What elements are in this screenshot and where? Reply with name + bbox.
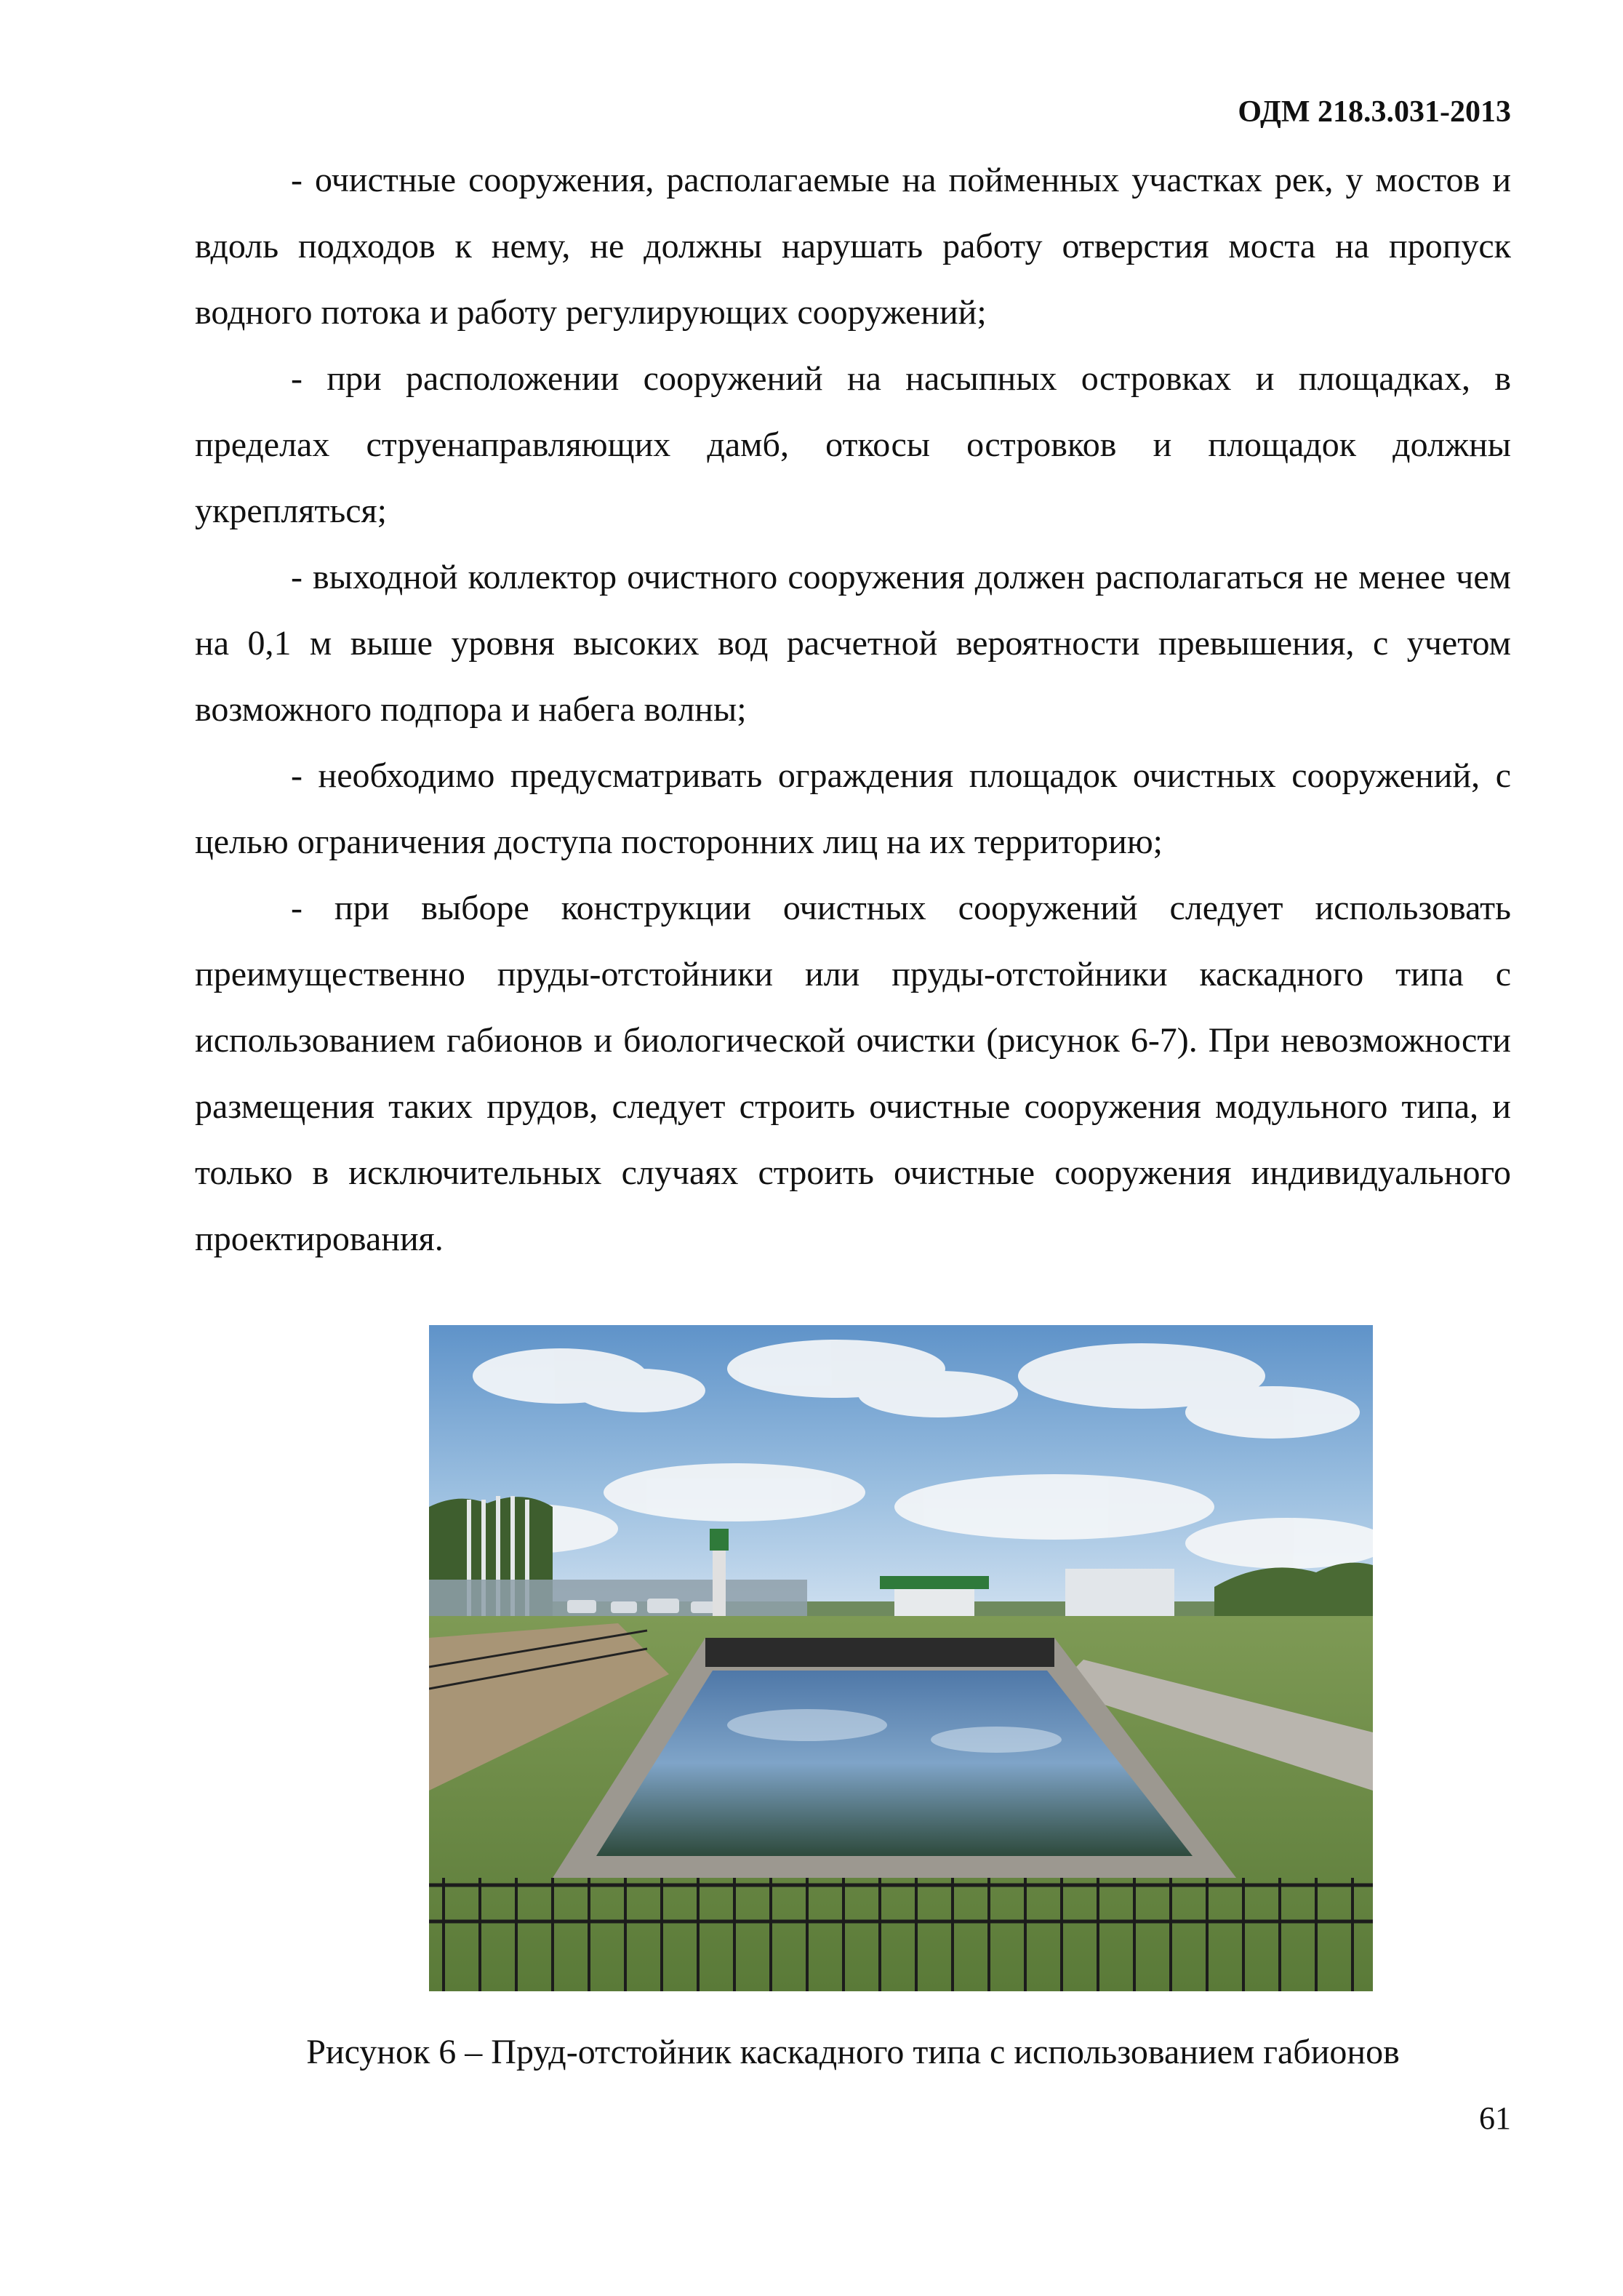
paragraph-outlet-collector: - выходной коллектор очистного сооружения должен располагаться не менее чем на 0,1 м выше уровня высоких вод расчетной вероятности превышения, с учетом возможного подпора и набега волны; [195, 558, 1511, 729]
page-number: 61 [1479, 2100, 1511, 2136]
figure-caption: Рисунок 6 – Пруд-отстойник каскадного типа с использованием габионов [306, 2033, 1400, 2071]
document-code-header: ОДМ 218.3.031-2013 [1238, 95, 1511, 129]
paragraph-floodplain: - очистные сооружения, располагаемые на пойменных участках рек, у мостов и вдоль подходов к нему, не должны нарушать работу отверстия моста на пропуск водного потока и работу регулирующих сооружений; [195, 161, 1511, 332]
paragraph-fencing: - необходимо предусматривать ограждения площадок очистных сооружений, с целью ограничения доступа посторонних лиц на их территорию; [195, 756, 1511, 861]
figure-photo-settling-pond [429, 1325, 1373, 1991]
paragraph-islands: - при расположении сооружений на насыпных островках и площадках, в пределах струенаправляющих дамб, откосы островков и площадок должны укрепляться; [195, 359, 1511, 530]
body-text [195, 147, 1511, 1272]
paragraph-construction-choice: - при выборе конструкции очистных сооружений следует использовать преимущественно пруды-отстойники или пруды-отстойники каскадного типа с использованием габионов и биологической очистки (рисунок 6-7). При невозможности размещения таких прудов, следует строить очистные сооружения модульного типа, и только в исключительных случаях строить очистные сооружения индивидуального проектирования. [195, 889, 1511, 1258]
